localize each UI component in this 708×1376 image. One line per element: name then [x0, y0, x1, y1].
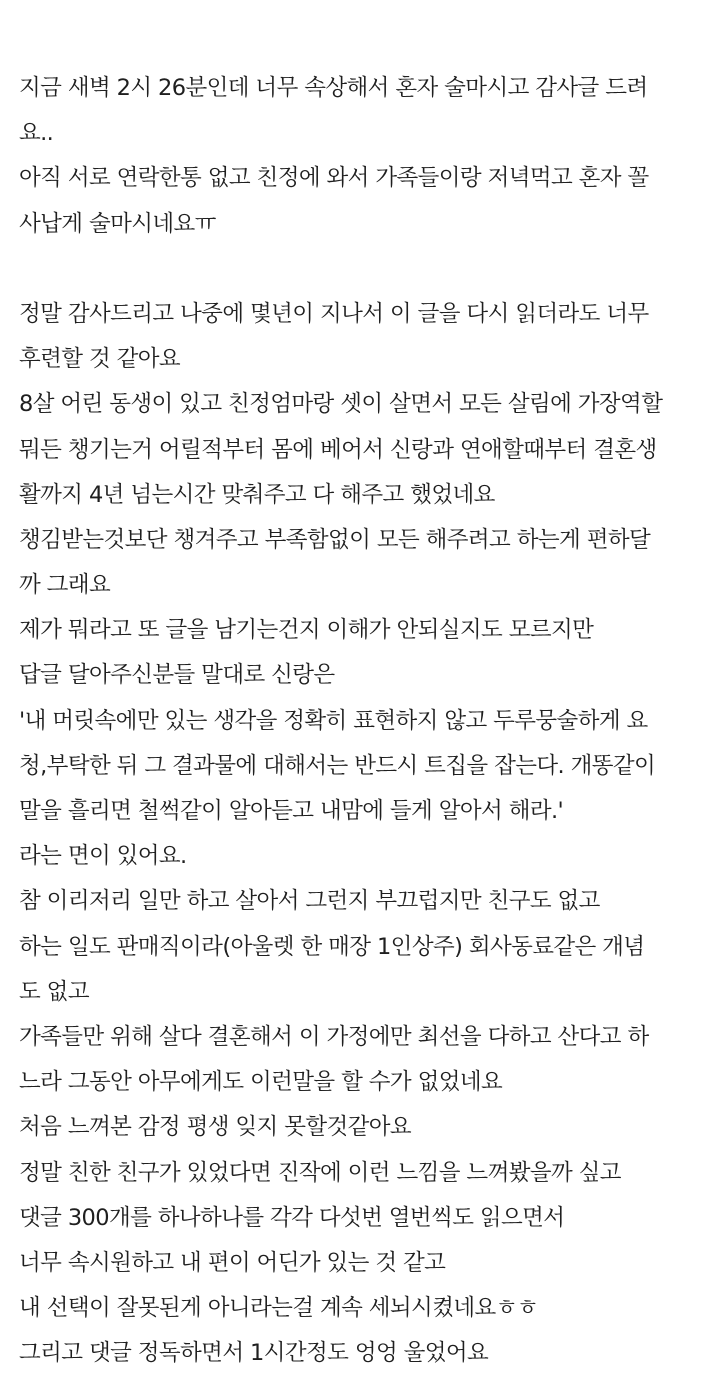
post-body: [19, 66, 703, 1376]
text-line: 참 이리저리 일만 하고 살아서 그런지 부끄럽지만 친구도 없고: [19, 888, 600, 915]
text-line: 내 선택이 잘못된게 아니라는걸 계속 세뇌시켰네요ㅎㅎ: [19, 1295, 538, 1322]
text-line: 뭐든 챙기는거 어릴적부터 몸에 베어서 신랑과 연애할때부터 결혼생: [19, 436, 657, 463]
text-line: 청,부탁한 뒤 그 결과물에 대해서는 반드시 트집을 잡는다. 개똥같이: [19, 752, 656, 779]
text-line: '내 머릿속에만 있는 생각을 정확히 표현하지 않고 두루뭉술하게 요: [19, 707, 648, 734]
text-line: 너무 속시원하고 내 편이 어딘가 있는 것 같고: [19, 1249, 446, 1276]
text-line: 아직 서로 연락한통 없고 친정에 와서 가족들이랑 저녁먹고 혼자 꼴: [19, 165, 649, 192]
text-line: 까 그래요: [19, 572, 111, 599]
text-line: 챙김받는것보단 챙겨주고 부족함없이 모든 해주려고 하는게 편하달: [19, 526, 651, 553]
text-line: 답글 달아주신분들 말대로 신랑은: [19, 662, 335, 689]
text-line: 8살 어린 동생이 있고 친정엄마랑 셋이 살면서 모든 살림에 가장역할: [19, 391, 663, 418]
text-line: 그리고 댓글 정독하면서 1시간정도 엉엉 울었어요: [19, 1340, 489, 1367]
text-line: 라는 면이 있어요.: [19, 843, 187, 870]
text-line: 정말 친한 친구가 있었다면 진작에 이런 느낌을 느껴봤을까 싶고: [19, 1159, 621, 1186]
text-line: 하는 일도 판매직이라(아울렛 한 매장 1인상주) 회사동료같은 개념: [19, 933, 645, 960]
text-line: 댓글 300개를 하나하나를 각각 다섯번 열번씩도 읽으면서: [19, 1204, 565, 1231]
text-line: 정말 감사드리고 나중에 몇년이 지나서 이 글을 다시 읽더라도 너무: [19, 300, 649, 327]
text-line: 요..: [19, 120, 54, 147]
text-line: 말을 흘리면 철썩같이 알아듣고 내맘에 들게 알아서 해라.': [19, 798, 564, 824]
text-line: 후련할 것 같아요: [19, 346, 181, 373]
text-line: 사납게 술마시네요ㅠ: [19, 210, 216, 237]
text-line: 활까지 4년 넘는시간 맞춰주고 다 해주고 했었네요: [19, 481, 495, 508]
text-line: 처음 느껴본 감정 평생 잊지 못할것같아요: [19, 1114, 412, 1141]
text-line: 제가 뭐라고 또 글을 남기는건지 이해가 안되실지도 모르지만: [19, 617, 594, 644]
text-line: 느라 그동안 아무에게도 이런말을 할 수가 없었네요: [19, 1069, 503, 1096]
text-line: 도 없고: [19, 978, 89, 1005]
text-line: 가족들만 위해 살다 결혼해서 이 가정에만 최선을 다하고 산다고 하: [19, 1023, 649, 1050]
text-line: 지금 새벽 2시 26분인데 너무 속상해서 혼자 술마시고 감사글 드려: [19, 75, 648, 101]
blank-line: [19, 247, 703, 292]
